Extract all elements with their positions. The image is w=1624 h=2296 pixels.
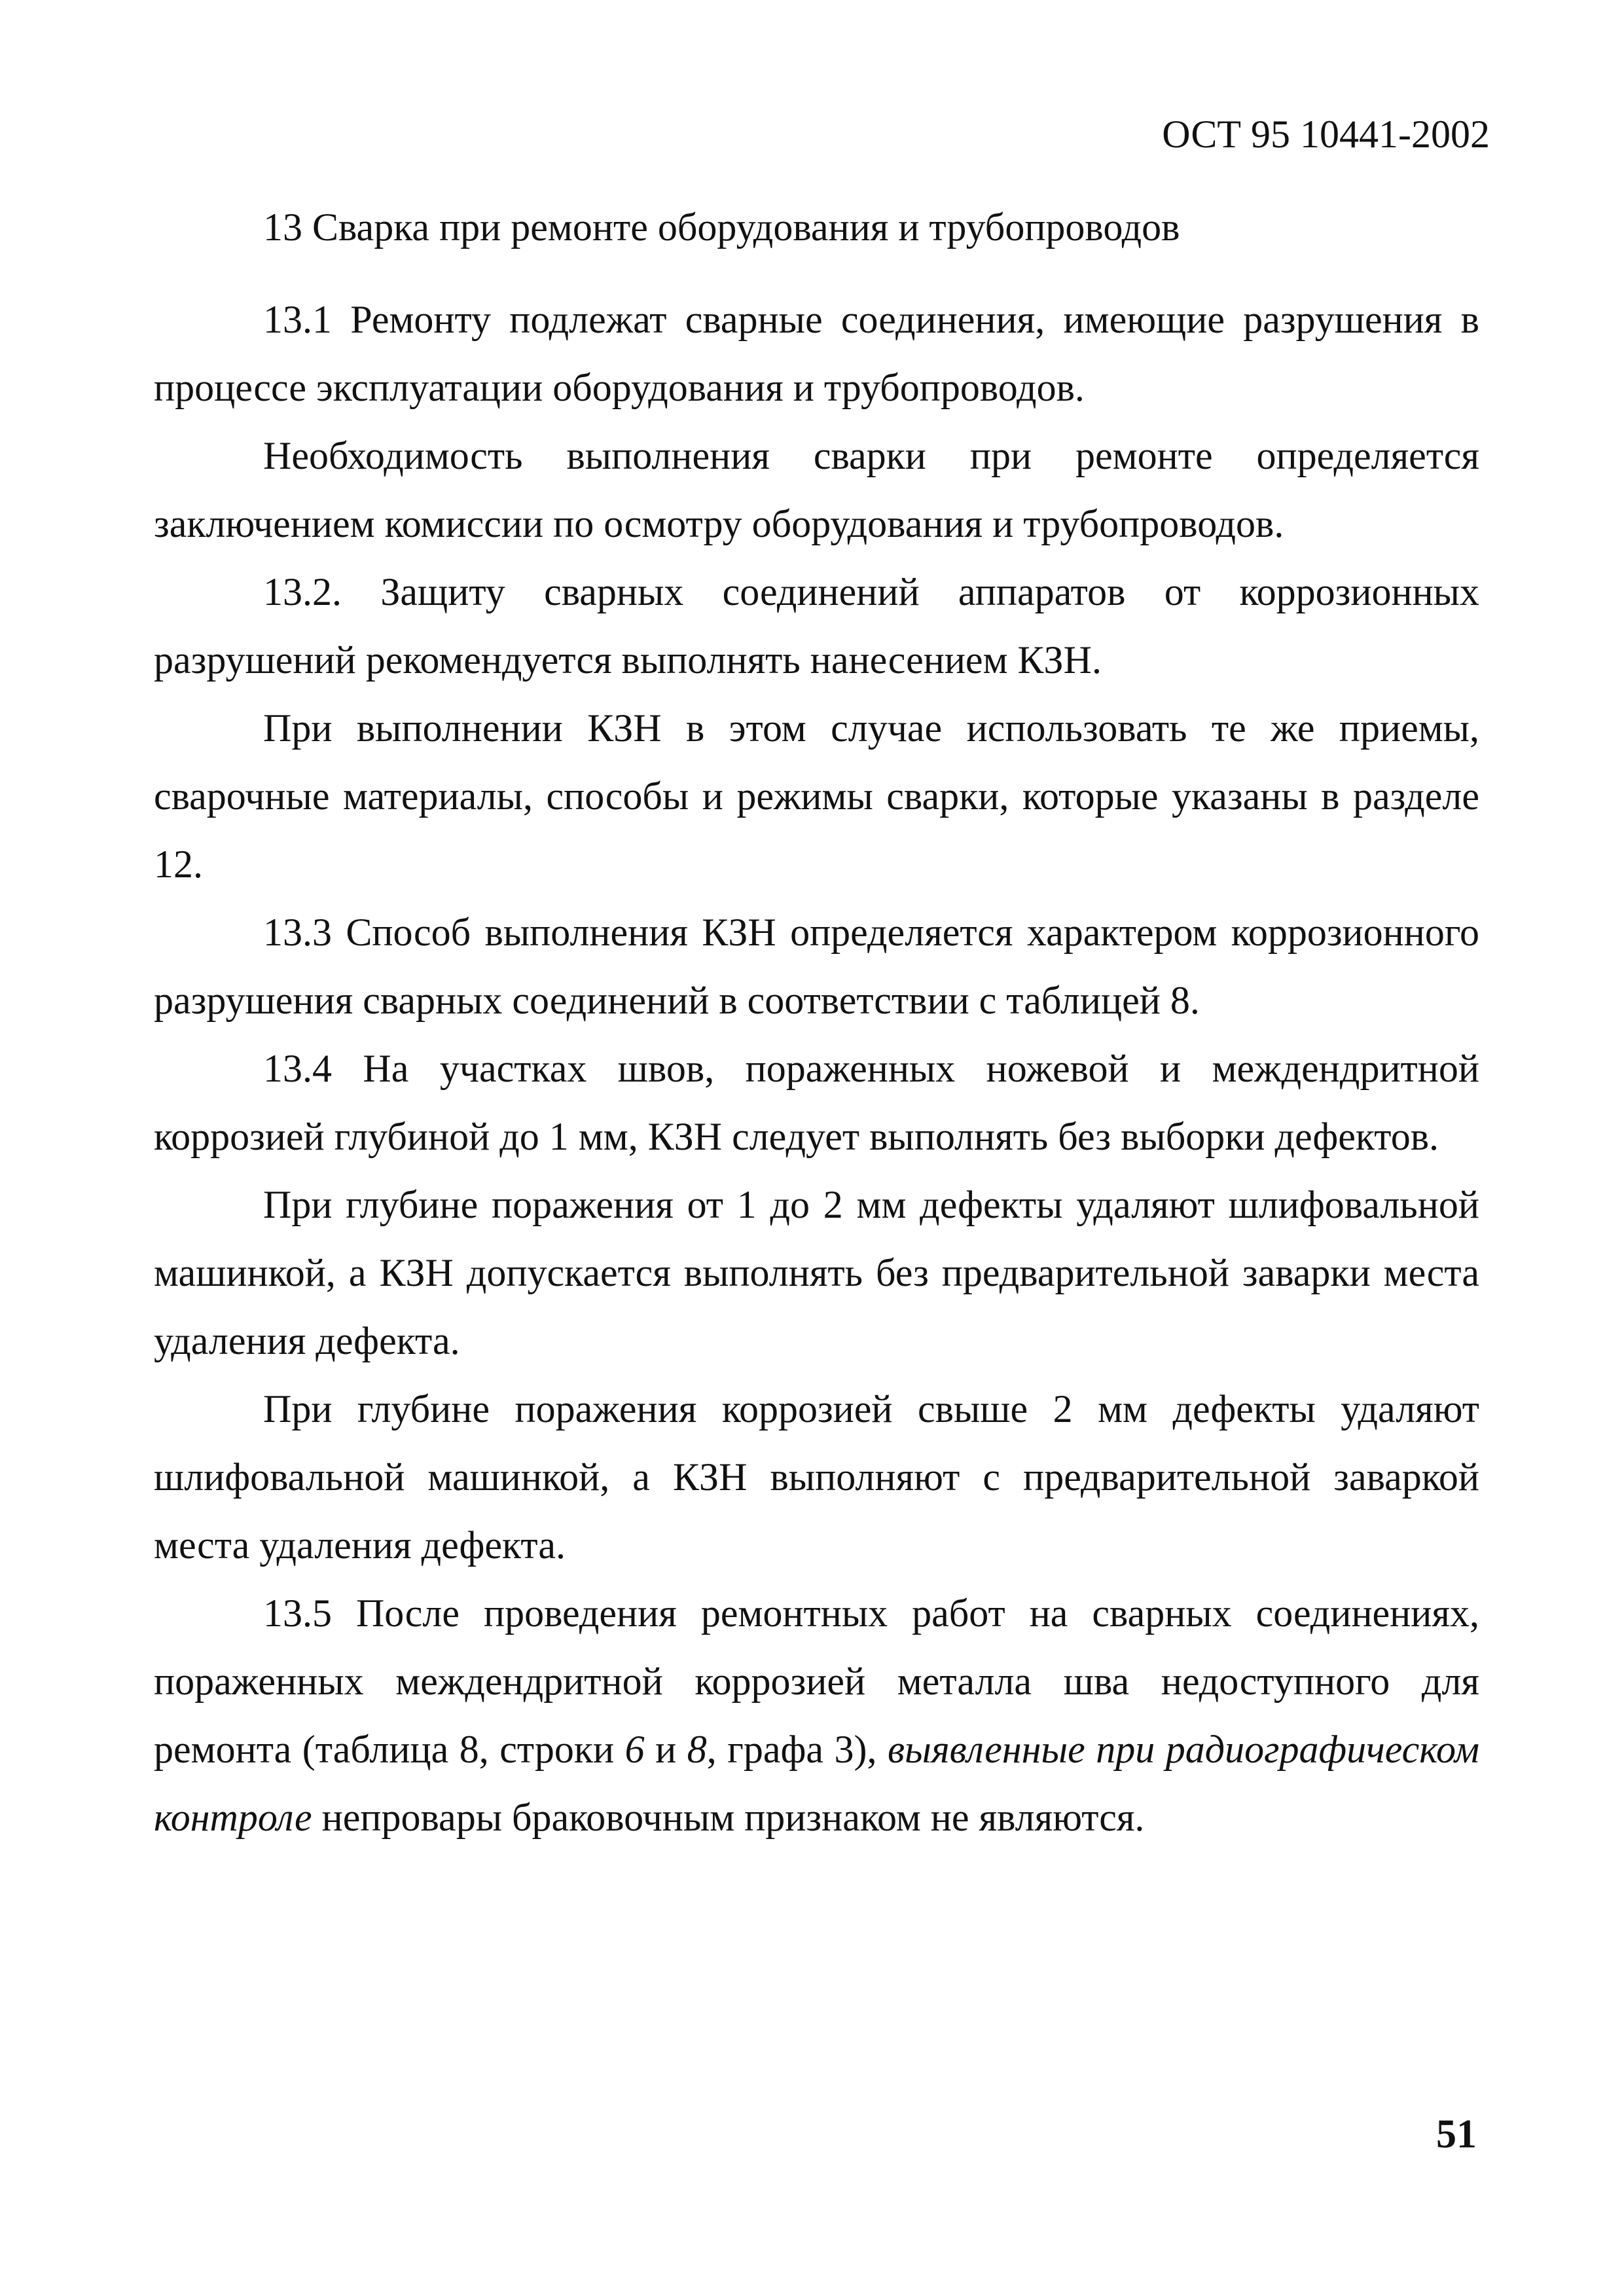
p13-5-row-6: 6	[624, 1728, 645, 1771]
paragraph-necessity: Необходимость выполнения сварки при ремонте определяется заключением комиссии по осмотру оборудования и трубопроводов.	[154, 434, 1479, 545]
p13-5-italic-text: выявленные при радиографическом контроле	[154, 1728, 1480, 1839]
paragraph-depth-1-2mm: При глубине поражения от 1 до 2 мм дефекты удаляют шлифовальной машинкой, а КЗН допускается выполнять без предварительной заварки места удаления дефекта.	[154, 1183, 1479, 1362]
section-title: 13 Сварка при ремонте оборудования и трубопроводов	[263, 206, 1180, 249]
p13-5-mid: , графа 3),	[706, 1728, 888, 1771]
p13-5-row-8: 8	[687, 1728, 707, 1771]
paragraph-13-2: 13.2. Защиту сварных соединений аппаратов от коррозионных разрушений рекомендуется выполнять нанесением КЗН.	[154, 570, 1479, 682]
page-number: 51	[1436, 2112, 1477, 2157]
paragraph-13-3: 13.3 Способ выполнения КЗН определяется характером коррозионного разрушения сварных соединений в соответствии с таблицей 8.	[154, 911, 1479, 1022]
p13-5-end: непровары браковочным признаком не являются.	[312, 1796, 1145, 1839]
paragraph-13-4: 13.4 На участках швов, пораженных ножевой и междендритной коррозией глубиной до 1 мм, КЗН следует выполнять без выборки дефектов.	[154, 1047, 1479, 1158]
body-text	[154, 285, 1479, 1851]
paragraph-13-1: 13.1 Ремонту подлежат сварные соединения, имеющие разрушения в процессе эксплуатации оборудования и трубопроводов.	[154, 298, 1479, 409]
paragraph-13-5	[154, 1579, 1479, 1851]
paragraph-depth-over-2mm: При глубине поражения коррозией свыше 2 мм дефекты удаляют шлифовальной машинкой, а КЗН выполняют с предварительной заваркой места удаления дефекта.	[154, 1387, 1479, 1567]
p13-5-start: 13.5 После проведения ремонтных работ на сварных соединениях, пораженных междендритной коррозией металла шва недоступного для ремонта (таблица 8, строки	[154, 1592, 1479, 1771]
paragraph-kzn-methods: При выполнении КЗН в этом случае использовать те же приемы, сварочные материалы, способы и режимы сварки, которые указаны в разделе 12.	[154, 706, 1479, 886]
document-code: ОСТ 95 10441-2002	[1162, 113, 1490, 156]
p13-5-and: и	[644, 1728, 687, 1771]
